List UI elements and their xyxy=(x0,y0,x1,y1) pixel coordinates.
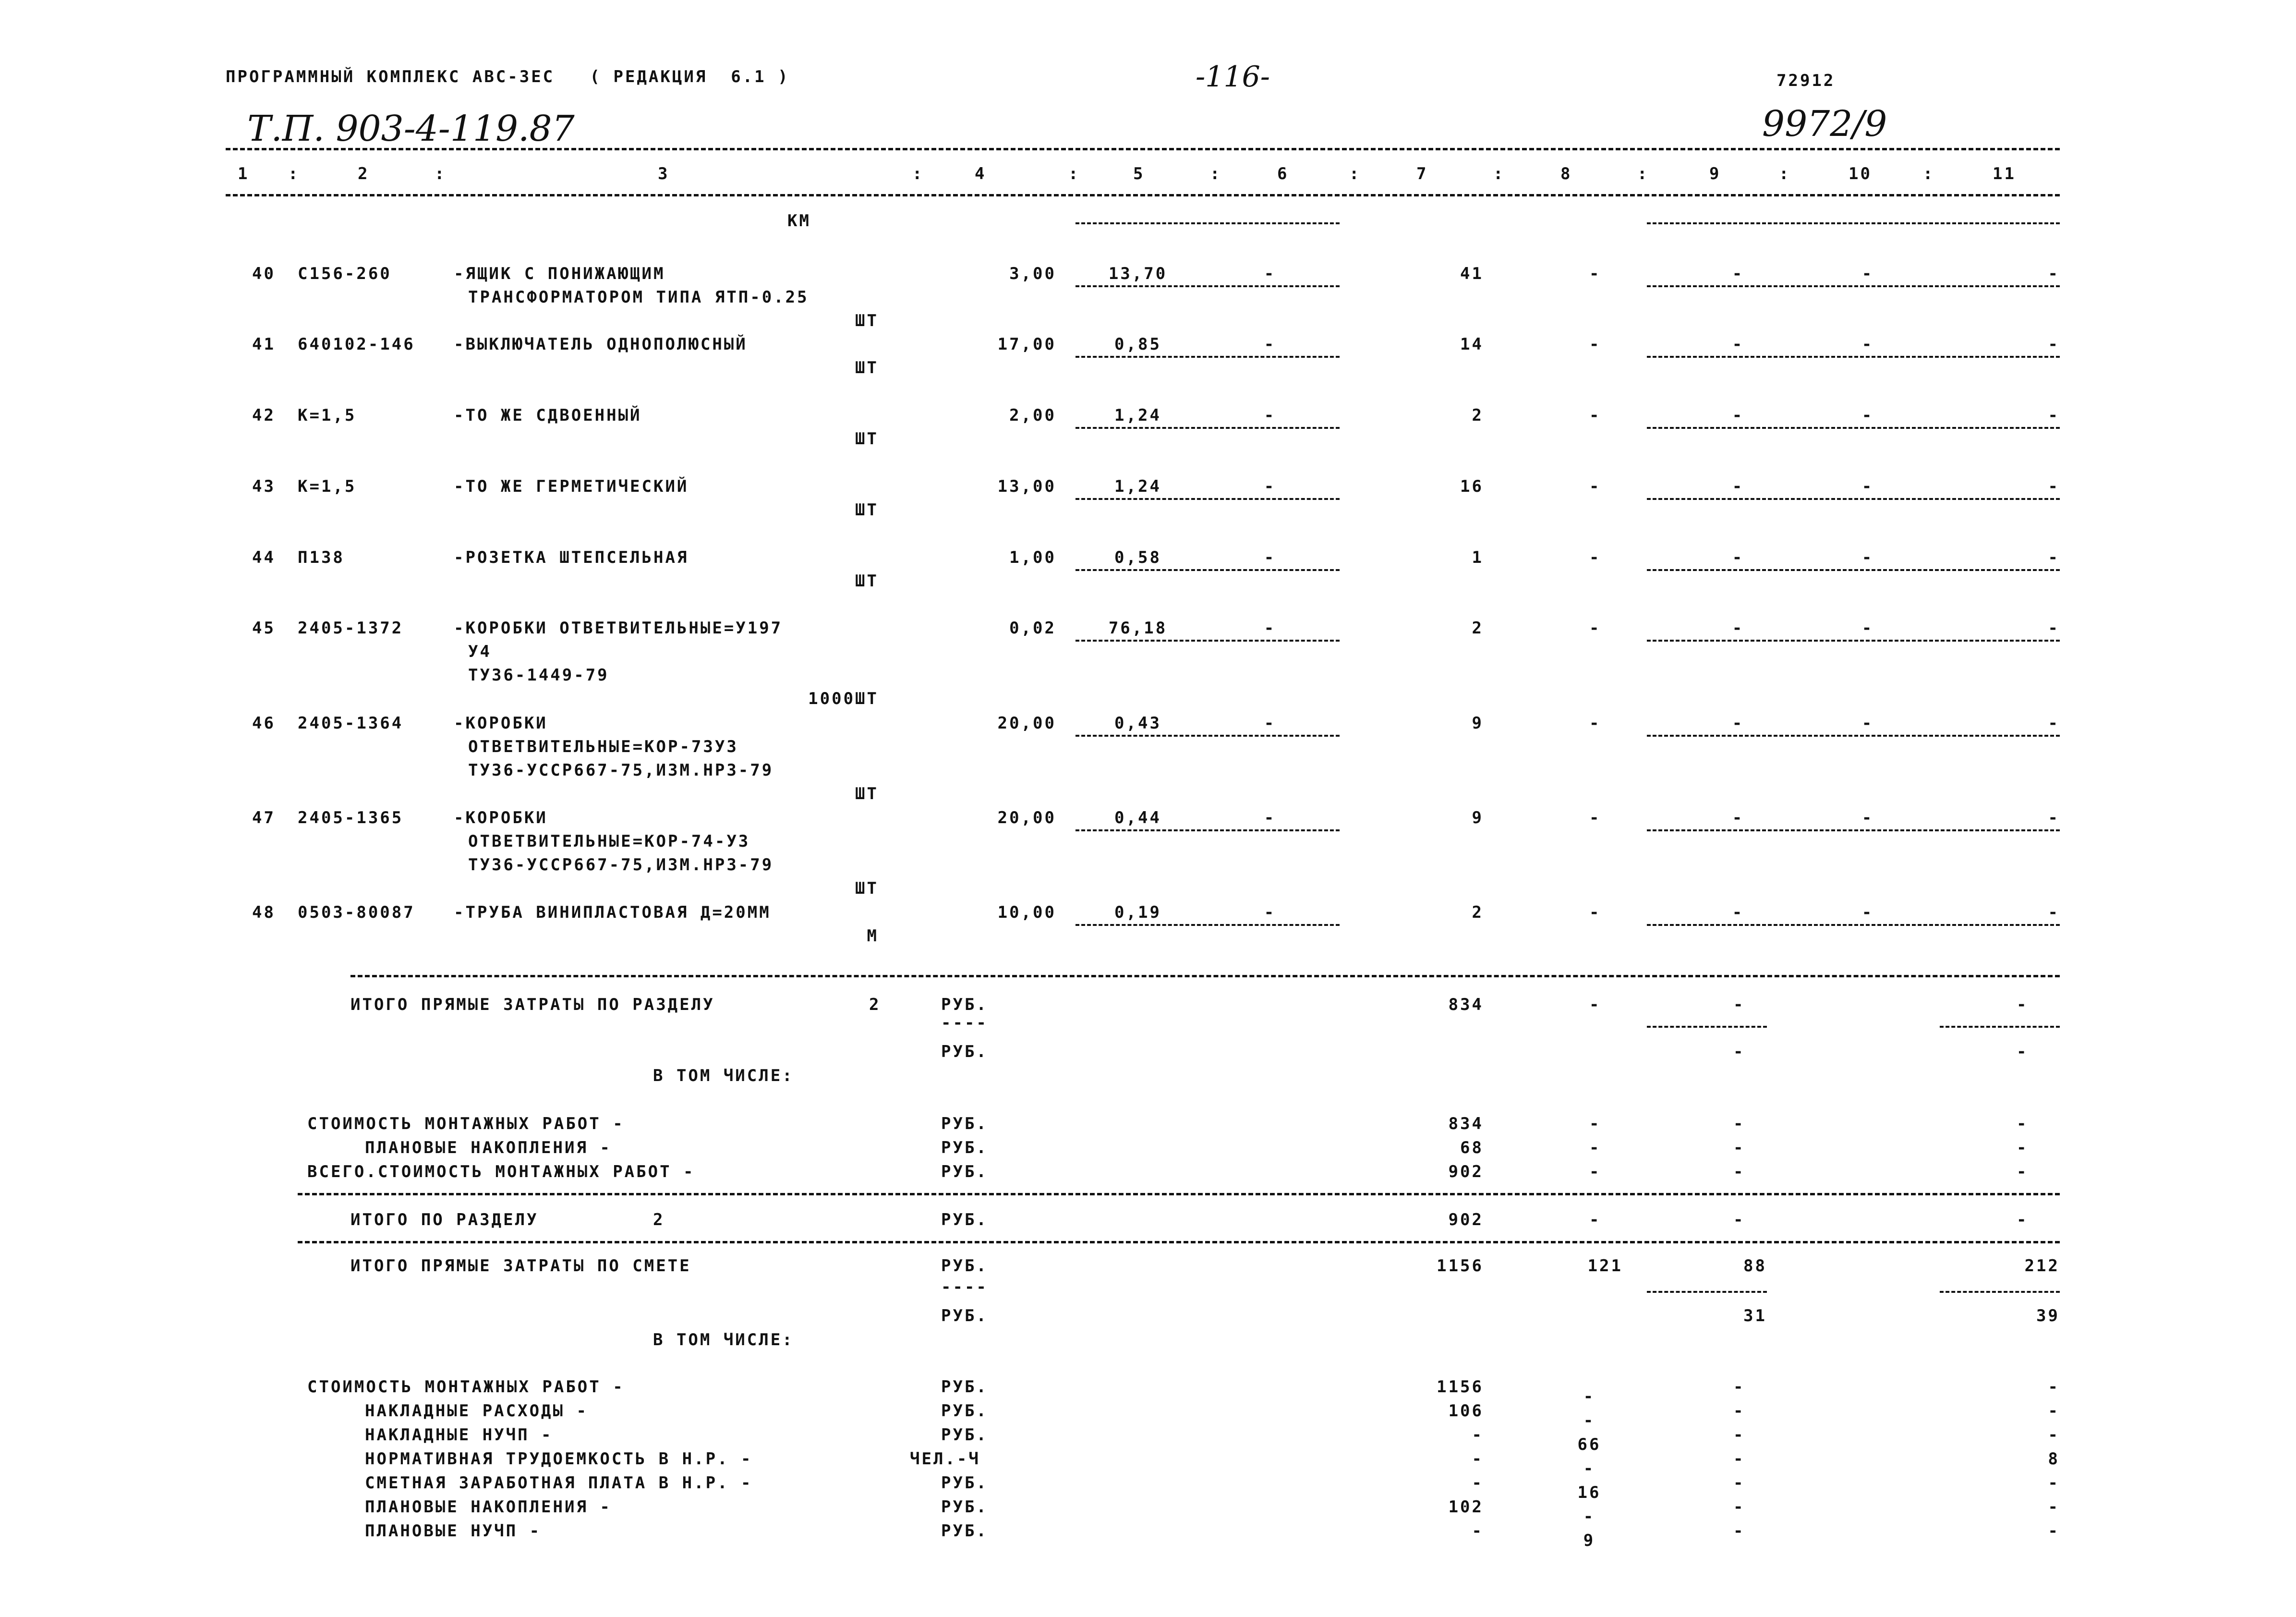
section-total-label: ИТОГО ПО РАЗДЕЛУ xyxy=(350,1210,539,1229)
estimate-c9: 88 xyxy=(1743,1256,1767,1276)
row-rule xyxy=(1647,924,2060,926)
item-number: 41 xyxy=(252,335,276,354)
row-rule xyxy=(1647,356,2060,358)
item-code: К=1,5 xyxy=(298,406,357,425)
estimate-row-c8: - xyxy=(1583,1411,1595,1430)
item-total: 2 xyxy=(1472,406,1484,425)
row-rule xyxy=(1647,285,2060,287)
item-unit-price: 0,85 xyxy=(1114,335,1161,354)
item-number: 44 xyxy=(252,548,276,567)
item-description: -ТРУБА ВИНИПЛАСТОВАЯ Д=20ММ xyxy=(454,903,771,922)
item-c10: - xyxy=(1861,335,1874,354)
item-number: 43 xyxy=(252,477,276,496)
estimate-row-unit: ЧЕЛ.-Ч xyxy=(910,1449,980,1469)
item-description: -ТО ЖЕ СДВОЕННЫЙ xyxy=(454,406,642,425)
estimate-row-c11: 8 xyxy=(2048,1449,2060,1469)
item-c10: - xyxy=(1861,406,1874,425)
item-total: 16 xyxy=(1460,477,1484,496)
item-c9: - xyxy=(1732,264,1744,283)
item-quantity: 20,00 xyxy=(997,714,1056,733)
col-1: 1 xyxy=(238,164,250,183)
item-unit: ШТ xyxy=(855,571,879,591)
item-unit: ШТ xyxy=(855,879,879,898)
item-number: 42 xyxy=(252,406,276,425)
item-c10: - xyxy=(1861,548,1874,567)
estimate-row-c8: - xyxy=(1583,1387,1595,1406)
col-5: 5 xyxy=(1133,164,1145,183)
estimate-row-c11: - xyxy=(2048,1377,2060,1397)
estimate-row-label: СТОИМОСТЬ МОНТАЖНЫХ РАБОТ - xyxy=(307,1377,625,1397)
estimate-row-c8: - xyxy=(1583,1459,1595,1478)
item-quantity: 3,00 xyxy=(1009,264,1056,283)
item-unit: 1000ШТ xyxy=(808,689,879,708)
estimate-row-c11: - xyxy=(2048,1401,2060,1421)
item-quantity: 2,00 xyxy=(1009,406,1056,425)
item-number: 47 xyxy=(252,808,276,827)
item-unit-price: 0,44 xyxy=(1114,808,1161,827)
item-unit: ШТ xyxy=(855,358,879,377)
item-unit-price: 0,58 xyxy=(1114,548,1161,567)
item-description: -КОРОБКИ ОТВЕТВИТЕЛЬНЫЕ=У197 xyxy=(454,619,783,638)
estimate-row-unit: РУБ. xyxy=(941,1497,988,1517)
item-c9: - xyxy=(1732,548,1744,567)
item-code: К=1,5 xyxy=(298,477,357,496)
item-c6: - xyxy=(1264,406,1276,425)
item-total: 2 xyxy=(1472,619,1484,638)
item-c9: - xyxy=(1732,903,1744,922)
item-unit-price: 0,43 xyxy=(1114,714,1161,733)
col-2: 2 xyxy=(358,164,370,183)
item-c10: - xyxy=(1861,808,1874,827)
item-unit-price: 1,24 xyxy=(1114,406,1161,425)
estimate-row-label: ПЛАНОВЫЕ НАКОПЛЕНИЯ - xyxy=(365,1497,612,1517)
item-unit: ШТ xyxy=(855,429,879,449)
item-c11: - xyxy=(2048,406,2060,425)
estimate-row-c7: 102 xyxy=(1448,1497,1484,1517)
estimate-row-label: НАКЛАДНЫЕ НУЧП - xyxy=(365,1425,553,1445)
item-c6: - xyxy=(1264,714,1276,733)
estimate-c9-sub: 31 xyxy=(1743,1306,1767,1325)
document-number: 72912 xyxy=(1776,71,1836,90)
item-quantity: 10,00 xyxy=(997,903,1056,922)
item-unit: ШТ xyxy=(855,311,879,330)
item-unit: ШТ xyxy=(855,500,879,520)
item-total: 41 xyxy=(1460,264,1484,283)
item-description: -КОРОБКИ xyxy=(454,808,548,827)
row-rule xyxy=(1075,640,1340,642)
estimate-row-c11: - xyxy=(2048,1425,2060,1445)
section-all: 902 xyxy=(1448,1162,1484,1181)
estimate-row-c9: - xyxy=(1733,1425,1745,1445)
section-in-that: В ТОМ ЧИСЛЕ: xyxy=(653,1066,794,1085)
item-number: 45 xyxy=(252,619,276,638)
item-c9: - xyxy=(1732,406,1744,425)
item-description: -ЯЩИК С ПОНИЖАЮЩИМ xyxy=(454,264,665,283)
section-direct-label: ИТОГО ПРЯМЫЕ ЗАТРАТЫ ПО РАЗДЕЛУ xyxy=(350,995,715,1014)
estimate-in-that: В ТОМ ЧИСЛЕ: xyxy=(653,1330,794,1350)
item-quantity: 13,00 xyxy=(997,477,1056,496)
section-planned-label: ПЛАНОВЫЕ НАКОПЛЕНИЯ - xyxy=(365,1138,612,1157)
item-c10: - xyxy=(1861,903,1874,922)
estimate-row-unit: РУБ. xyxy=(941,1425,988,1445)
project-code: Т.П. 903-4-119.87 xyxy=(247,108,575,149)
album-number: 9972/9 xyxy=(1762,103,1887,145)
item-description: ТУ36-УССР667-75,ИЗМ.НР3-79 xyxy=(468,761,774,780)
row-rule xyxy=(1647,640,2060,642)
item-description: ТРАНСФОРМАТОРОМ ТИПА ЯТП-0.25 xyxy=(468,288,809,307)
item-unit-price: 76,18 xyxy=(1108,619,1168,638)
row-rule xyxy=(1647,569,2060,571)
item-code: С156-260 xyxy=(298,264,392,283)
item-c11: - xyxy=(2048,477,2060,496)
item-description: ТУ36-1449-79 xyxy=(468,666,609,685)
estimate-row-c9: - xyxy=(1733,1521,1745,1541)
item-code: 640102-146 xyxy=(298,335,415,354)
item-unit: М xyxy=(867,926,879,946)
estimate-row-unit: РУБ. xyxy=(941,1521,988,1541)
item-total: 9 xyxy=(1472,808,1484,827)
item-description: -ВЫКЛЮЧАТЕЛЬ ОДНОПОЛЮСНЫЙ xyxy=(454,335,748,354)
header-rule-top xyxy=(226,148,2060,150)
row-rule xyxy=(1075,427,1340,429)
row-rule xyxy=(1647,829,2060,831)
item-c11: - xyxy=(2048,714,2060,733)
estimate-c8: 121 xyxy=(1587,1256,1623,1276)
item-total: 1 xyxy=(1472,548,1484,567)
col-10: 10 xyxy=(1849,164,1872,183)
row-rule xyxy=(1075,924,1340,926)
item-c8: - xyxy=(1589,264,1601,283)
estimate-row-c7: - xyxy=(1472,1473,1484,1493)
item-unit: ШТ xyxy=(855,784,879,803)
col-7: 7 xyxy=(1416,164,1428,183)
estimate-row-c9: - xyxy=(1733,1497,1745,1517)
col-4: 4 xyxy=(975,164,987,183)
row-rule xyxy=(1075,829,1340,831)
item-c10: - xyxy=(1861,264,1874,283)
row-rule xyxy=(1075,569,1340,571)
estimate-row-c11: - xyxy=(2048,1497,2060,1517)
item-c9: - xyxy=(1732,477,1744,496)
estimate-row-label: ПЛАНОВЫЕ НУЧП - xyxy=(365,1521,542,1541)
row-rule xyxy=(1647,427,2060,429)
item-unit-price: 0,19 xyxy=(1114,903,1161,922)
estimate-c11-sub: 39 xyxy=(2036,1306,2060,1325)
item-c6: - xyxy=(1264,619,1276,638)
estimate-row-c9: - xyxy=(1733,1377,1745,1397)
row-rule xyxy=(1075,356,1340,358)
item-description: -ТО ЖЕ ГЕРМЕТИЧЕСКИЙ xyxy=(454,477,689,496)
item-c6: - xyxy=(1264,335,1276,354)
item-code: 2405-1364 xyxy=(298,714,404,733)
item-c11: - xyxy=(2048,548,2060,567)
section-planned: 68 xyxy=(1460,1138,1484,1157)
col-8: 8 xyxy=(1560,164,1572,183)
item-c8: - xyxy=(1589,714,1601,733)
estimate-sheet: ПРОГРАММНЫЙ КОМПЛЕКС АВС-ЗЕС ( РЕДАКЦИЯ 6.1 ) -116- 72912 Т.П. 903-4-119.87 9972/9 1 2 3 4 5 6 7 8 9 10 11 : : : : : : : : : : КМ 40 С156-260 -ЯЩИК С ПОНИЖАЮЩИМ ТРАНСФОРМАТОРОМ ТИПА ЯТП-0.25 ШТ 3,00 13,70 - 41 - - - - 41 640102-146 -ВЫКЛЮЧАТЕЛЬ ОДНОПОЛЮСНЫЙ ШТ 17,00 0,85 - 14 - - - - 42 К=1,5 -ТО ЖЕ СДВОЕННЫЙ ШТ 2,00 1,24 - 2 - - - - 43 К=1,5 -ТО ЖЕ ГЕРМЕТИЧЕСКИЙ ШТ 13,00 1,24 - 16 - - - - 44 П138 -РОЗЕТКА ШТЕПСЕЛЬНАЯ ШТ 1,00 0,58 - 1 - - - - 45 2405-1372 -КОРОБКИ ОТВЕТВИТЕЛЬНЫЕ=У197 У4 ТУ36-1449-79 1000ШТ 0,02 76,18 - 2 - - - - 46 2405-1364 -КОРОБКИ ОТВЕТВИТЕЛЬНЫЕ=КОР-73У3 ТУ36-УССР667-75,ИЗМ.НР3-79 ШТ 20,00 0,43 - 9 - - - - 47 2405-1365 -КОРОБКИ ОТВЕТВИТЕЛЬНЫЕ=КОР-74-У3 ТУ36-УССР667-75,ИЗМ.НР3-79 ШТ 20,00 0,44 - 9 - - - - 48 0503-80087 -ТРУБА ВИНИПЛАСТОВАЯ Д=20ММ М 10,00 0,19 - 2 - - - - ИТОГО ПРЯМЫЕ ЗАТРАТЫ ПО РАЗДЕЛУ 2 РУБ. 834 - - - ---- РУБ. - - В ТОМ ЧИСЛЕ: СТОИМОСТЬ МОНТАЖНЫХ РАБОТ - РУБ. 834 - - - ПЛАНОВЫЕ НАКОПЛЕНИЯ - РУБ. 68 - - - ВСЕГО.СТОИМОСТЬ МОНТАЖНЫХ РАБОТ - РУБ. 902 - - - ИТОГО ПО РАЗДЕЛУ 2 РУБ. 902 - - - ИТОГО ПРЯМЫЕ ЗАТРАТЫ ПО СМЕТЕ РУБ. 1156 121 88 212 ---- РУБ. 31 39 В ТОМ ЧИСЛЕ: СТОИМОСТЬ МОНТАЖНЫХ РАБОТ - РУБ. 1156 - - - НАКЛАДНЫЕ РАСХОДЫ - РУБ. 106 - - - НАКЛАДНЫЕ НУЧП - РУБ. - 66 - - НОРМАТИВНАЯ ТРУДОЕМКОСТЬ В Н.Р. - ЧЕЛ.-Ч - - - 8 СМЕТНАЯ ЗАРАБОТНАЯ ПЛАТА В Н.Р. - РУБ. - 16 - - ПЛАНОВЫЕ НАКОПЛЕНИЯ - РУБ. 102 - - - ПЛАНОВЫЕ НУЧП - РУБ. - 9 - - xyxy=(0,0,2296,1617)
row-rule xyxy=(1647,735,2060,737)
item-number: 40 xyxy=(252,264,276,283)
item-description: -КОРОБКИ xyxy=(454,714,548,733)
estimate-row-c11: - xyxy=(2048,1473,2060,1493)
item-c10: - xyxy=(1861,477,1874,496)
item-c8: - xyxy=(1589,406,1601,425)
item-c11: - xyxy=(2048,903,2060,922)
row-rule xyxy=(1647,498,2060,500)
item-c6: - xyxy=(1264,548,1276,567)
section-direct-unit: РУБ. xyxy=(941,995,988,1014)
page-number: -116- xyxy=(1196,60,1270,94)
estimate-c11: 212 xyxy=(2024,1256,2060,1276)
estimate-row-c7: - xyxy=(1472,1425,1484,1445)
item-c11: - xyxy=(2048,335,2060,354)
estimate-row-c11: - xyxy=(2048,1521,2060,1541)
col-9: 9 xyxy=(1709,164,1721,183)
estimate-row-label: НАКЛАДНЫЕ РАСХОДЫ - xyxy=(365,1401,588,1421)
item-c9: - xyxy=(1732,808,1744,827)
estimate-row-label: НОРМАТИВНАЯ ТРУДОЕМКОСТЬ В Н.Р. - xyxy=(365,1449,753,1469)
item-code: 2405-1365 xyxy=(298,808,404,827)
row-rule xyxy=(1075,735,1340,737)
col-11: 11 xyxy=(1993,164,2016,183)
section-total: 902 xyxy=(1448,1210,1484,1229)
item-c8: - xyxy=(1589,903,1601,922)
item-c6: - xyxy=(1264,903,1276,922)
item-c10: - xyxy=(1861,714,1874,733)
item-total: 14 xyxy=(1460,335,1484,354)
item-code: 2405-1372 xyxy=(298,619,404,638)
section-mounting-cost: 834 xyxy=(1448,1114,1484,1133)
item-quantity: 20,00 xyxy=(997,808,1056,827)
item-description: У4 xyxy=(468,642,492,661)
item-c9: - xyxy=(1732,714,1744,733)
col-3: 3 xyxy=(658,164,670,183)
item-unit-price: 13,70 xyxy=(1108,264,1168,283)
item-c9: - xyxy=(1732,335,1744,354)
estimate-row-c7: - xyxy=(1472,1521,1484,1541)
estimate-direct-label: ИТОГО ПРЯМЫЕ ЗАТРАТЫ ПО СМЕТЕ xyxy=(350,1256,691,1276)
item-total: 9 xyxy=(1472,714,1484,733)
estimate-row-c8: 66 xyxy=(1577,1435,1601,1454)
item-quantity: 1,00 xyxy=(1009,548,1056,567)
estimate-row-c9: - xyxy=(1733,1473,1745,1493)
estimate-total: 1156 xyxy=(1437,1256,1484,1276)
item-c6: - xyxy=(1264,477,1276,496)
estimate-row-c9: - xyxy=(1733,1401,1745,1421)
item-c6: - xyxy=(1264,264,1276,283)
header-rule-bottom xyxy=(226,194,2060,196)
estimate-row-unit: РУБ. xyxy=(941,1401,988,1421)
item-description: -РОЗЕТКА ШТЕПСЕЛЬНАЯ xyxy=(454,548,689,567)
item-quantity: 17,00 xyxy=(997,335,1056,354)
item-c11: - xyxy=(2048,619,2060,638)
item-c10: - xyxy=(1861,619,1874,638)
item-c6: - xyxy=(1264,808,1276,827)
estimate-row-c7: 1156 xyxy=(1437,1377,1484,1397)
item-c8: - xyxy=(1589,477,1601,496)
item-c8: - xyxy=(1589,548,1601,567)
item-description: ОТВЕТВИТЕЛЬНЫЕ=КОР-74-У3 xyxy=(468,832,750,851)
item-code: 0503-80087 xyxy=(298,903,415,922)
estimate-row-label: СМЕТНАЯ ЗАРАБОТНАЯ ПЛАТА В Н.Р. - xyxy=(365,1473,753,1493)
item-description: ОТВЕТВИТЕЛЬНЫЕ=КОР-73У3 xyxy=(468,737,738,756)
section-all-label: ВСЕГО.СТОИМОСТЬ МОНТАЖНЫХ РАБОТ - xyxy=(307,1162,695,1181)
item-description: ТУ36-УССР667-75,ИЗМ.НР3-79 xyxy=(468,855,774,875)
estimate-row-c8: 9 xyxy=(1583,1531,1595,1550)
estimate-row-c8: - xyxy=(1583,1507,1595,1526)
estimate-row-c9: - xyxy=(1733,1449,1745,1469)
estimate-row-c7: 106 xyxy=(1448,1401,1484,1421)
item-number: 46 xyxy=(252,714,276,733)
program-title: ПРОГРАММНЫЙ КОМПЛЕКС АВС-ЗЕС ( РЕДАКЦИЯ 6.1 ) xyxy=(226,67,790,86)
estimate-row-c7: - xyxy=(1472,1449,1484,1469)
item-c11: - xyxy=(2048,264,2060,283)
item-total: 2 xyxy=(1472,903,1484,922)
item-code: П138 xyxy=(298,548,345,567)
item-unit-price: 1,24 xyxy=(1114,477,1161,496)
item-c9: - xyxy=(1732,619,1744,638)
row-rule xyxy=(1075,498,1340,500)
estimate-row-c8: 16 xyxy=(1577,1483,1601,1502)
col-6: 6 xyxy=(1277,164,1289,183)
section-direct-total: 834 xyxy=(1448,995,1484,1014)
item-c8: - xyxy=(1589,619,1601,638)
item-c11: - xyxy=(2048,808,2060,827)
section-mounting-label: СТОИМОСТЬ МОНТАЖНЫХ РАБОТ - xyxy=(307,1114,625,1133)
item-quantity: 0,02 xyxy=(1009,619,1056,638)
unit-km: КМ xyxy=(787,211,811,231)
item-c8: - xyxy=(1589,335,1601,354)
row-rule xyxy=(1075,285,1340,287)
item-c8: - xyxy=(1589,808,1601,827)
estimate-row-unit: РУБ. xyxy=(941,1473,988,1493)
section-direct-number: 2 xyxy=(869,995,881,1014)
estimate-row-unit: РУБ. xyxy=(941,1377,988,1397)
item-number: 48 xyxy=(252,903,276,922)
